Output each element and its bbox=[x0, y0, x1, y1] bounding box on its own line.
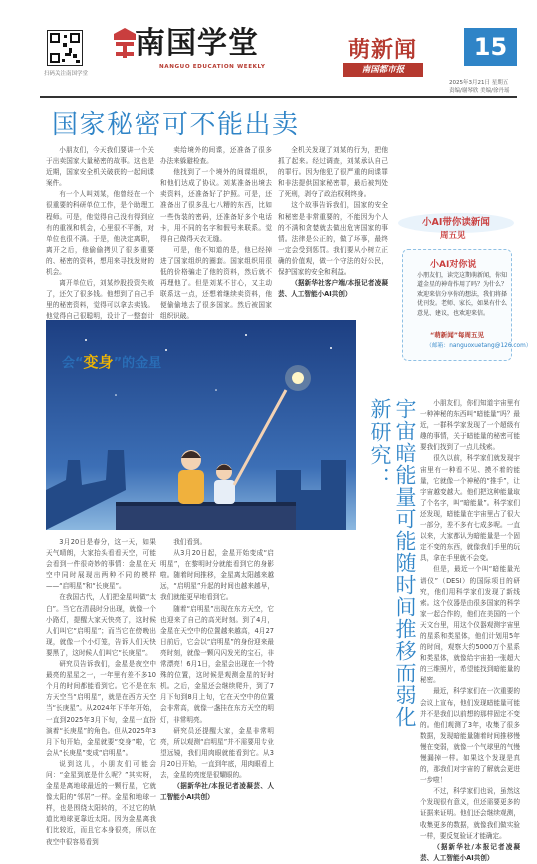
logo-english: NANGUO EDUCATION WEEKLY bbox=[159, 64, 266, 70]
paragraph: 但是，最近一个叫“暗能量光谱仪”（DESI）的国际项目的研究，他们用科学家们发现了新线索。这个仪器是由很多国家的科学家一起合作的，他们在美国的一个天文台里，用这个仪器观测宇宙里的星系和类星体，他们计划用5年的时间，观察大约5000万个星系和类星体，就像给宇宙拍一张超大的三维照片，希望能找到暗能量的秘密。 bbox=[420, 565, 520, 685]
article2-byline: （据新华社/本报记者凌凝芸、人工智能小AI共创） bbox=[160, 782, 274, 802]
paragraph: 离开单位后，刘某炒股投资失败了，还欠了很多钱。他想到了自己手里的秘密资料，觉得可以拿去卖钱。他觉得自己很聪明，设计了一整套计 bbox=[46, 279, 154, 321]
paragraph: 3月20日是春分，这一天，如果天气晴朗，大家抬头看看天空，可能会看到一件很奇妙的事情：金星在天空中同时展现出两种不同的模样——“启明星”和“长庚星”。 bbox=[46, 538, 156, 591]
publish-date: 2025年3月21日 星期五 bbox=[449, 80, 509, 86]
paragraph: 研究员告诉我们，金星是夜空中最亮的星星之一，一年里有差不多10个月的时间都能看到它。它不是在东方天空当“启明星”，就是在西方天空当“长庚星”。从2024年下半年开始，一直到2025年3月下旬，金星一直扮演着“长庚星”的角色。但从2025年3月下旬开始，金星就要“变身”啦，它会从“长庚星”变成“启明星”。 bbox=[46, 660, 156, 757]
illustration-caption: 会“变身”的金星 bbox=[62, 353, 162, 371]
paragraph: 小朋友们，你们知道宇宙里有一种神秘的东西叫“暗能量”吗？最近，一群科学家发现了一个超级有趣的事情，关于暗能量的秘密可能要我们找到了一点儿线索。 bbox=[420, 399, 520, 452]
qr-code[interactable] bbox=[47, 30, 83, 66]
paragraph: 有一个人叫刘某，他曾经在一个很重要的科研单位工作，是个助理工程师。可是，他觉得自己没有得到应有的重视和机会，心里很不平衡，对单位也很不满。于是，他决定离职，离开之后，他偷偷拷贝了很多重要的、秘密的资料，想用来寻找发财的机会。 bbox=[46, 190, 154, 277]
paragraph: 卖给境外的间谍，还准备了很多办法来躲避检查。 bbox=[160, 146, 272, 166]
paragraph: 全机关发现了刘某的行为，把他抓了起来。经过调查，刘某承认自己的罪行。因为他犯了很严重的间谍罪和非法提供国家秘密罪，最后被判处了死刑，剥夺了政治权利终身。 bbox=[278, 146, 388, 199]
paragraph: 不过，科学家们也说，虽然这个发现很有意义，但还需要更多的证据来证明。他们还会继续观测，收集更多的数据，就像我们做实验一样，要反复验证才能确定。 bbox=[420, 787, 520, 840]
editor-credit: 责编/谢琴欣 美编/徐丹瑶 bbox=[449, 88, 510, 94]
page-number: 15 bbox=[464, 28, 517, 66]
qr-caption: 扫码关注南国学堂 bbox=[43, 71, 88, 77]
paper-name: 南国都市报 bbox=[343, 63, 423, 77]
article3-title-prefix: 新研究： bbox=[368, 398, 392, 490]
article3-title: 宇宙暗能量可能随时间推移而弱化 bbox=[393, 398, 417, 728]
paragraph: 从3月20日起，金星开始变成“启明星”，在黎明时分就能看到它的身影啦。随着时间推移，金星离太阳越来越远，“启明星”升起的时间也越来越早，我们就能更早地看到它。 bbox=[160, 549, 274, 602]
sidebar-subtitle: 周五见 bbox=[440, 231, 466, 241]
article3-column bbox=[420, 398, 520, 862]
article3-byline: （据新华社/本报记者凌凝芸、人工智能小AI共创） bbox=[420, 842, 520, 862]
article1-column-3 bbox=[278, 145, 388, 310]
header-divider bbox=[40, 96, 517, 98]
article2-column-2 bbox=[160, 537, 274, 802]
article1-column-2 bbox=[160, 145, 272, 321]
paragraph: 随着“启明星”出现在东方天空，它也迎来了自己的高光时刻。到了4月，金星在天空中的位置越来越高，4月27日前后，它会以“启明星”的身份迎来最亮时刻，就像一颗闪闪发光的宝石，非常漂亮！6月1日，金星会出现在一个特殊的位置，这时候是观测金星的好时机。之后，金星还会继续爬升，到了7月下旬到8月上旬，它在天空中的位置会非常高，就像一盏挂在东方天空的明灯，非常明亮。 bbox=[160, 604, 274, 724]
paragraph: 我们看到。 bbox=[173, 538, 207, 546]
paragraph: 在我国古代，人们把金星叫做“太白”。当它在清晨时分出现，就像一个小路灯，提醒大家天快亮了，这时候人们叫它“启明星”；而当它在傍晚出现，就像一个小灯笼，告诉人们天快要黑了，这时候人们叫它“长庚星”。 bbox=[46, 593, 156, 657]
paragraph: 说到这儿，小朋友们可能会问：“金星到底是什么呢？”其实呀，金星是离地球最近的一颗行星，它就像太阳的“邻居”一样。金星和地球一样，也是围绕太阳转的，不过它的轨道比地球更靠近太阳。因为金星离我们比较近，而且它本身很亮，所以在夜空中很容易看到 bbox=[46, 759, 156, 846]
article2-column-1 bbox=[46, 537, 156, 846]
section-title: 萌新闻 bbox=[348, 38, 418, 63]
article1-column-1 bbox=[46, 145, 154, 321]
article1-byline: （据新华社客户端/本报记者凌凝芸、人工智能小AI共创） bbox=[278, 279, 388, 299]
sidebar-card-title: 小AI对你说 bbox=[430, 260, 477, 270]
paragraph: 可是，他不知道的是，他已经掉进了国家组织的圈套。国家组织用很低的价格骗走了他的资料，然后就不再理他了。但是刘某不甘心，又主动联系这一点，还想着继续卖资料，他便偷偷地去了很多国家。然后被国家组织识破。 bbox=[160, 245, 272, 321]
paragraph: 小朋友们，今天我们要讲一个关于出卖国家大量秘密的故事。这也是近期，国家安全机关破获的一起间谍案件。 bbox=[46, 146, 154, 188]
sidebar-signature: “萌新闻”每周五见 bbox=[430, 331, 485, 339]
paragraph: 最近，科学家们在一次重要的会议上宣布，他们发现暗能量可能并不是我们以前想的那样固定不变的。他们观测了3年，收集了很多数据，发现暗能量随着时间推移慢慢在变弱，就像一个气球里的气慢慢漏掉一样。如果这个发现是真的，那我们对宇宙的了解就会更进一步啦！ bbox=[420, 687, 520, 785]
logo-text: 南国学堂 bbox=[135, 26, 259, 61]
paragraph: 这个故事告诉我们，国家的安全和秘密是非常重要的，不能因为个人的不满和贪婪就去做出危害国家的事情。法律是公正的，做了坏事，最终一定会受到惩罚。我们要从小树立正确的价值观，做一个守法的好公民，保护国家的安全和利益。 bbox=[278, 201, 388, 277]
paragraph: 他找到了一个境外的间谍组织，和他们达成了协议。刘某准备出境去卖资料，还准备好了护照。可是，还准备出了很多乱七八糟的东西，比如一些伪装的密码，还准备好多个电话卡，用不同的名字和假号来联系。觉得自己做得天衣无缝。 bbox=[160, 168, 272, 243]
article1-title: 国家秘密可不能出卖 bbox=[52, 110, 300, 140]
paragraph: 很久以前，科学家们就发现宇宙里有一种看不见、摸不着的能量，它就像一个神秘的“推手”，让宇宙越变越大。他们把这种能量取了个名字，叫“暗能量”。科学家们还发现，暗能量在宇宙里占了很大一部分，差不多有七成多呢。一直以来，大家都认为暗能量是一个固定不变的东西，就像我们手里的玩具，拿在手里就不会变。 bbox=[420, 454, 520, 563]
sidebar-email[interactable]: （邮箱：nanguoxuetang@126.com） bbox=[426, 343, 532, 349]
sidebar-body: 小朋友们，读完这期萌新闻，你知道金星的神奇作用了吗？为什么？欢迎来信分享你的想法，我们将择优刊发。老师、家长，如果有什么意见、建议，也欢迎来信。 bbox=[417, 272, 508, 317]
paragraph: 研究员还提醒大家，金星非常明亮，所以观测“启明星”并不需要用专业望远镜，我们用肉眼就能看到它。从3月20日开始，一直到年底，用肉眼看上去，金星的亮度是很耀眼的。 bbox=[160, 726, 274, 779]
sidebar-title: 小AI带你读新闻 bbox=[422, 217, 490, 228]
